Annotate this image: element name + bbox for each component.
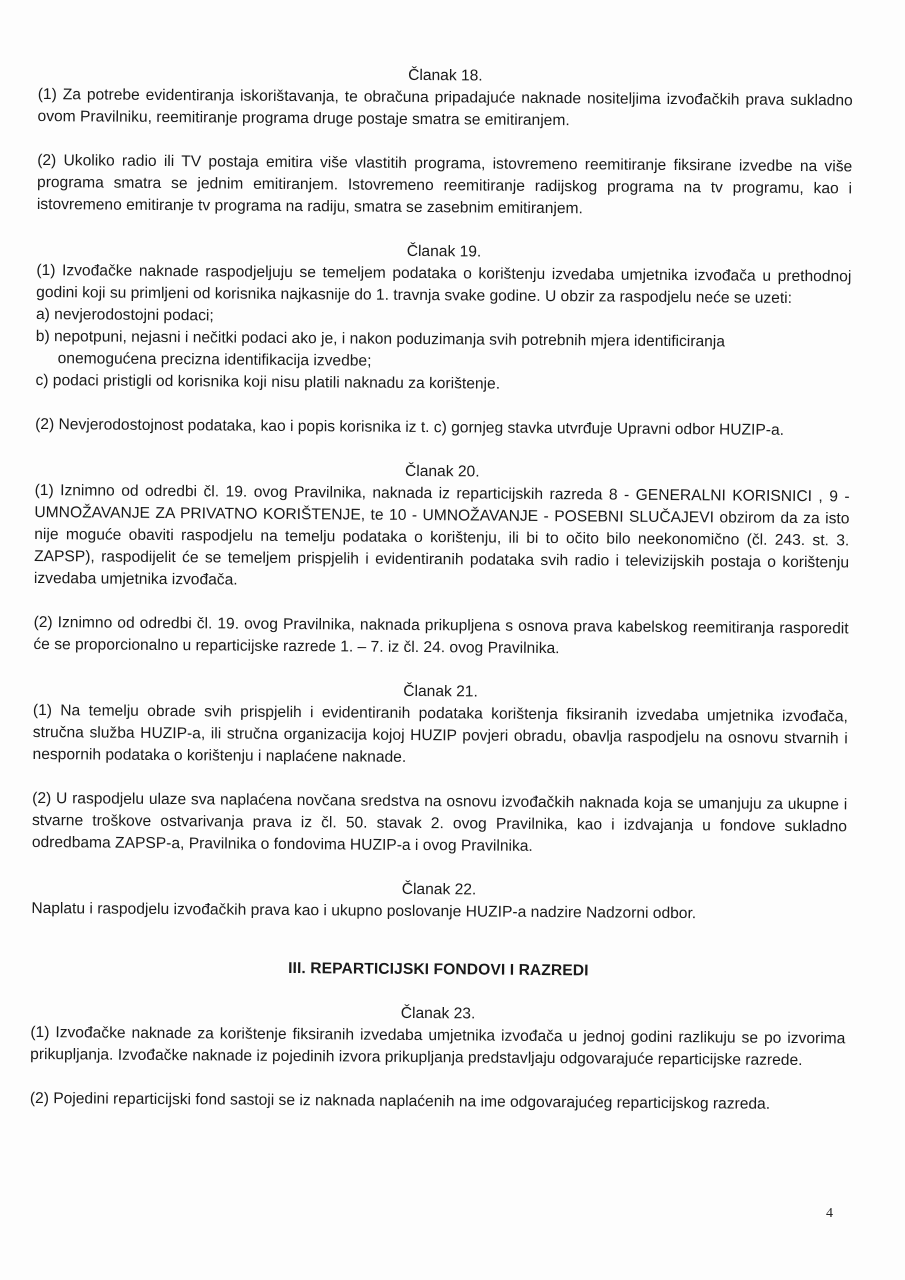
article-18-paragraph-1: (1) Za potrebe evidentiranja iskorištavanja, te obračuna pripadajuće naknade nositeljima izvođačkih prava sukladno ovom Pravilniku, reemitiranje programa druge postaje smatra se emitiranjem. <box>37 85 853 130</box>
article-23-heading: Članak 23. <box>400 1004 476 1023</box>
article-23-paragraph-1: (1) Izvođačke naknade za korištenje fiksiranih izvedaba umjetnika izvođača u jednoj godini razlikuju se po izvorima prikupljanja. Izvođačke naknade iz pojedinih izvora prikupljanja predstavljaju odgovarajuće reparticijske razrede. <box>30 1023 846 1070</box>
article-19-exclusion-list <box>35 304 851 398</box>
list-item: c) podaci pristigli od korisnika koji nisu platili naknadu za korištenje. <box>35 371 501 393</box>
article-20-paragraph-2: (2) Iznimno od odredbi čl. 19. ovog Pravilnika, naknada prikupljena s osnova prava kabelskog reemitiranja rasporedit će se proporcionalno u reparticijske razrede 1. – 7. iz čl. 24. ovog Pravilnika. <box>33 613 849 658</box>
article-20-heading: Članak 20. <box>404 462 480 481</box>
list-item: onemogućena precizna identifikacija izvedbe; <box>57 350 372 370</box>
article-21-heading: Članak 21. <box>403 682 478 701</box>
article-20-paragraph-1: (1) Iznimno od odredbi čl. 19. ovog Pravilnika, naknada iz reparticijskih razreda 8 - GENERALNI KORISNICI , 9 - UMNOŽAVANJE ZA PRIVATNO KORIŠTENJE, te 10 - UMNOŽAVANJE - POSEBNI SLUČAJEVI obzirom da za isto nije moguće obaviti raspodjelu na temelju podataka o korištenju, ili bi to očito bilo neekonomično (čl. 243. st. 3. ZAPSP), raspodijelit će se temeljem prispjelih i evidentiranih podataka svih radio i televizijskih postaja o korištenju izvedaba umjetnika izvođača. <box>33 481 850 589</box>
article-19-paragraph-1: (1) Izvođačke naknade raspodjeljuju se temeljem podataka o korištenju izvedaba umjetnika izvođača u prethodnoj godini koji su primljeni od korisnika najkasnije do 1. travnja svake godine. U obzir za raspodjelu neće se uzeti: <box>36 261 852 307</box>
article-21-paragraph-1: (1) Na temelju obrade svih prispjelih i evidentiranih podataka korištenja fiksiranih izvedaba umjetnika izvođača, stručna služba HUZIP-a, ili stručna organizacija kojoj HUZIP povjeri obradu, obavlja raspodjelu na osnovu stvarnih i nespornih podataka o korištenju i naplaćene naknade. <box>32 701 848 766</box>
page-number: 4 <box>826 1206 833 1221</box>
article-19-paragraph-2: (2) Nevjerodostojnost podataka, kao i popis korisnika iz t. c) gornjeg stavka utvrđuje Upravni odbor HUZIP-a. <box>35 415 785 439</box>
list-item: b) nepotpuni, nejasni i nečitki podaci ako je, i nakon poduzimanja svih potrebnih mjera identificiranja <box>35 327 726 351</box>
document-body <box>30 62 853 1116</box>
article-18-paragraph-2: (2) Ukoliko radio ili TV postaja emitira više vlastitih programa, istovremeno reemitiranje fiksirane izvedbe na više programa smatra se jednim emitiranjem. Istovremeno reemitiranje radijskog programa na tv programu, kao i istovremeno emitiranje tv programa na radiju, smatra se zasebnim emitiranjem. <box>36 151 853 218</box>
article-23-paragraph-2: (2) Pojedini reparticijski fond sastoji se iz naknada naplaćenih na ime odgovarajućeg reparticijskog razreda. <box>29 1089 771 1113</box>
section-title: III. REPARTICIJSKI FONDOVI I RAZREDI <box>288 959 589 980</box>
article-18-heading: Članak 18. <box>408 66 483 85</box>
article-22-heading: Članak 22. <box>401 880 477 899</box>
list-item: a) nevjerodostojni podaci; <box>35 305 214 325</box>
article-19-heading: Članak 19. <box>406 242 482 261</box>
article-21-paragraph-2: (2) U raspodjelu ulaze sva naplaćena novčana sredstva na osnovu izvođačkih naknada koja se umanjuju za ukupne i stvarne troškove ostvarivanja prava iz čl. 50. stavak 2. ovog Pravilnika, kao i izdvajanja u fondove sukladno odredbama ZAPSP-a, Pravilnika o fondovima HUZIP-a i ovog Pravilnika. <box>31 789 848 855</box>
article-22-paragraph-1: Naplatu i raspodjelu izvođačkih prava kao i ukupno poslovanje HUZIP-a nadzire Nadzorni odbor. <box>31 899 697 923</box>
